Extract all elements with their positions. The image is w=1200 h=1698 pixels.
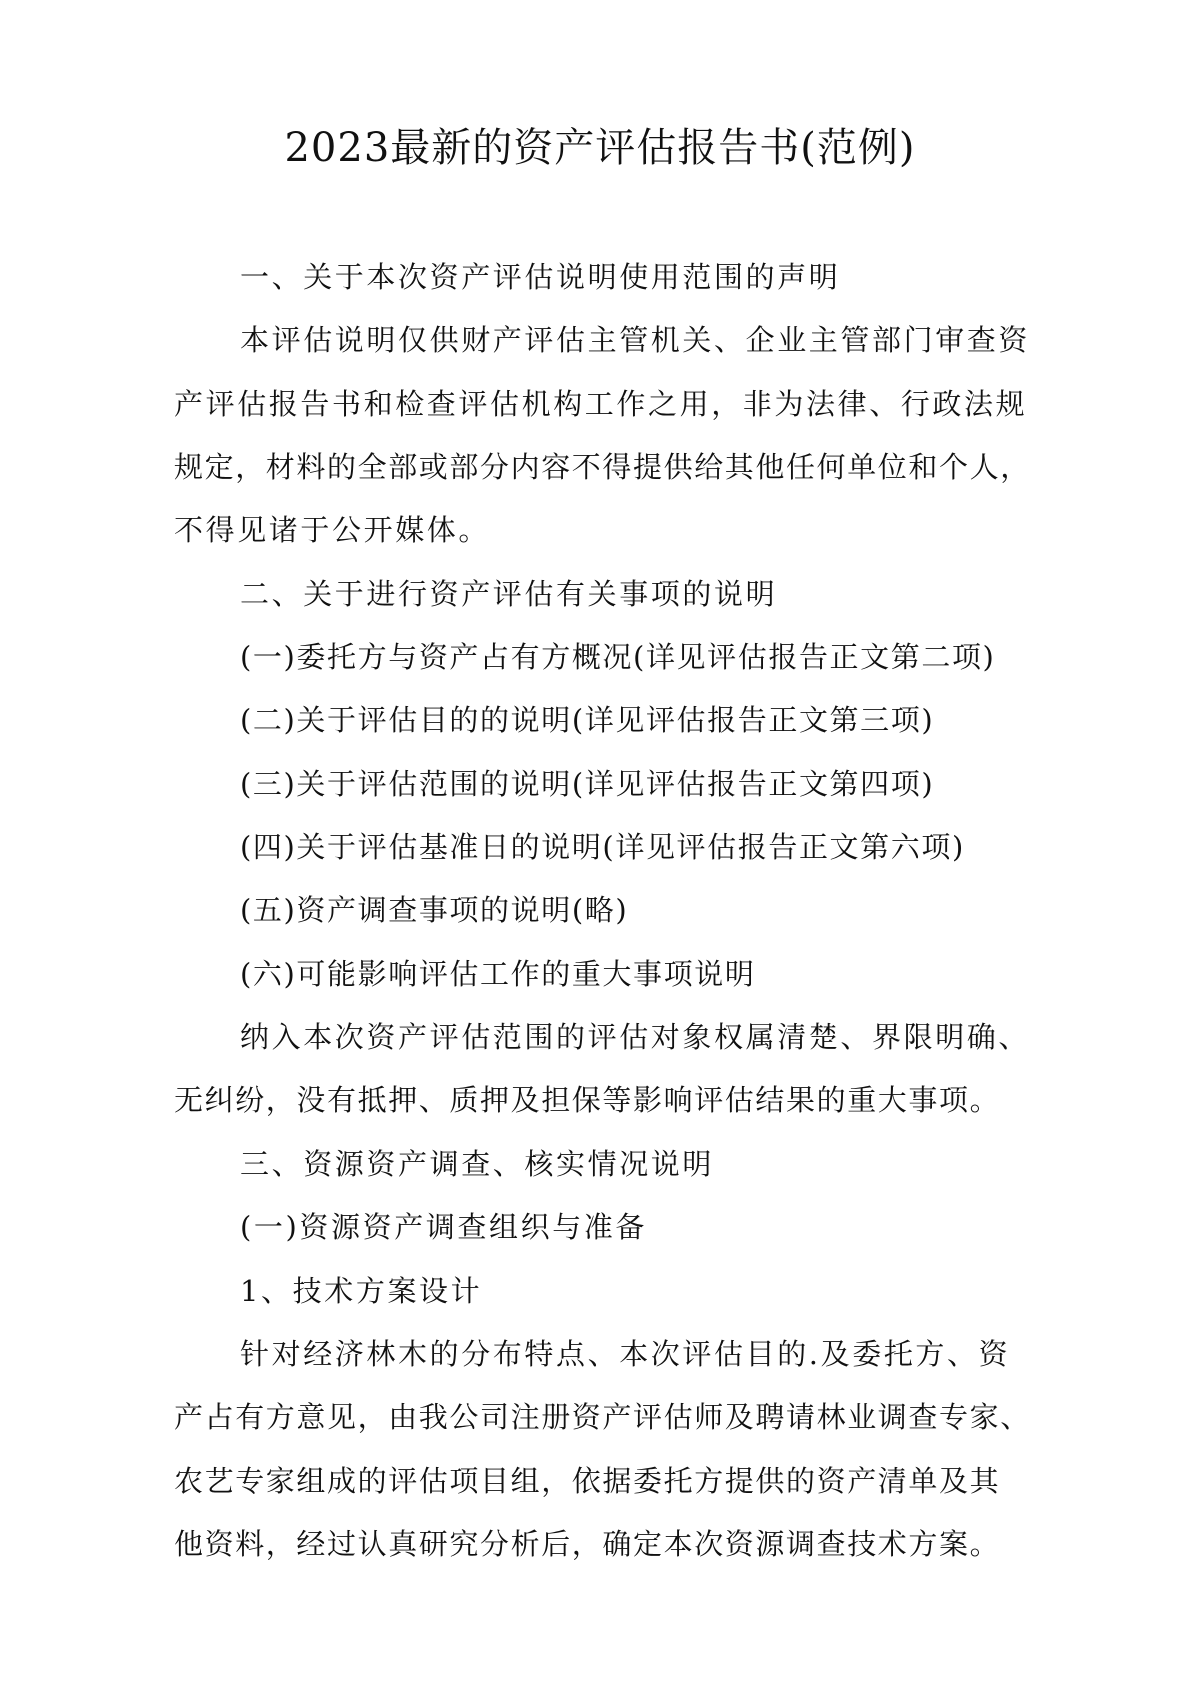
paragraph-line: 产占有方意见，由我公司注册资产评估师及聘请林业调查专家、 <box>174 1400 1031 1435</box>
subsection-heading: (一)资源资产调查组织与准备 <box>240 1210 648 1245</box>
paragraph-line: 针对经济林木的分布特点、本次评估目的.及委托方、资 <box>240 1336 1011 1371</box>
section-heading-3: 三、资源资产调查、核实情况说明 <box>240 1146 715 1181</box>
section-heading-2: 二、关于进行资产评估有关事项的说明 <box>240 576 778 611</box>
list-item: (三)关于评估范围的说明(详见评估报告正文第四项) <box>240 766 935 801</box>
list-item: (二)关于评估目的的说明(详见评估报告正文第三项) <box>240 703 935 738</box>
paragraph-line: 产评估报告书和检查评估机构工作之用，非为法律、行政法规 <box>174 386 1028 421</box>
paragraph-line: 不得见诸于公开媒体。 <box>174 513 491 548</box>
list-item: (五)资产调查事项的说明(略) <box>240 893 629 928</box>
section-heading-1: 一、关于本次资产评估说明使用范围的声明 <box>240 260 841 294</box>
list-item: (六)可能影响评估工作的重大事项说明 <box>240 956 756 991</box>
subsection-heading: 1、技术方案设计 <box>240 1273 483 1308</box>
document-title: 2023最新的资产评估报告书(范例) <box>284 125 916 171</box>
list-item: (四)关于评估基准日的说明(详见评估报告正文第六项) <box>240 830 965 865</box>
paragraph-line: 无纠纷，没有抵押、质押及担保等影响评估结果的重大事项。 <box>174 1083 1001 1118</box>
paragraph-line: 规定，材料的全部或部分内容不得提供给其他任何单位和个人， <box>174 450 1031 485</box>
document-body <box>174 246 1042 1576</box>
list-item: (一)委托方与资产占有方概况(详见评估报告正文第二项) <box>240 640 996 675</box>
paragraph-line: 纳入本次资产评估范围的评估对象权属清楚、界限明确、 <box>240 1020 1031 1055</box>
paragraph-line: 他资料，经过认真研究分析后，确定本次资源调查技术方案。 <box>174 1526 1001 1561</box>
paragraph-line: 本评估说明仅供财产评估主管机关、企业主管部门审查资 <box>240 323 1031 358</box>
paragraph-line: 农艺专家组成的评估项目组，依据委托方提供的资产清单及其 <box>174 1463 1001 1498</box>
